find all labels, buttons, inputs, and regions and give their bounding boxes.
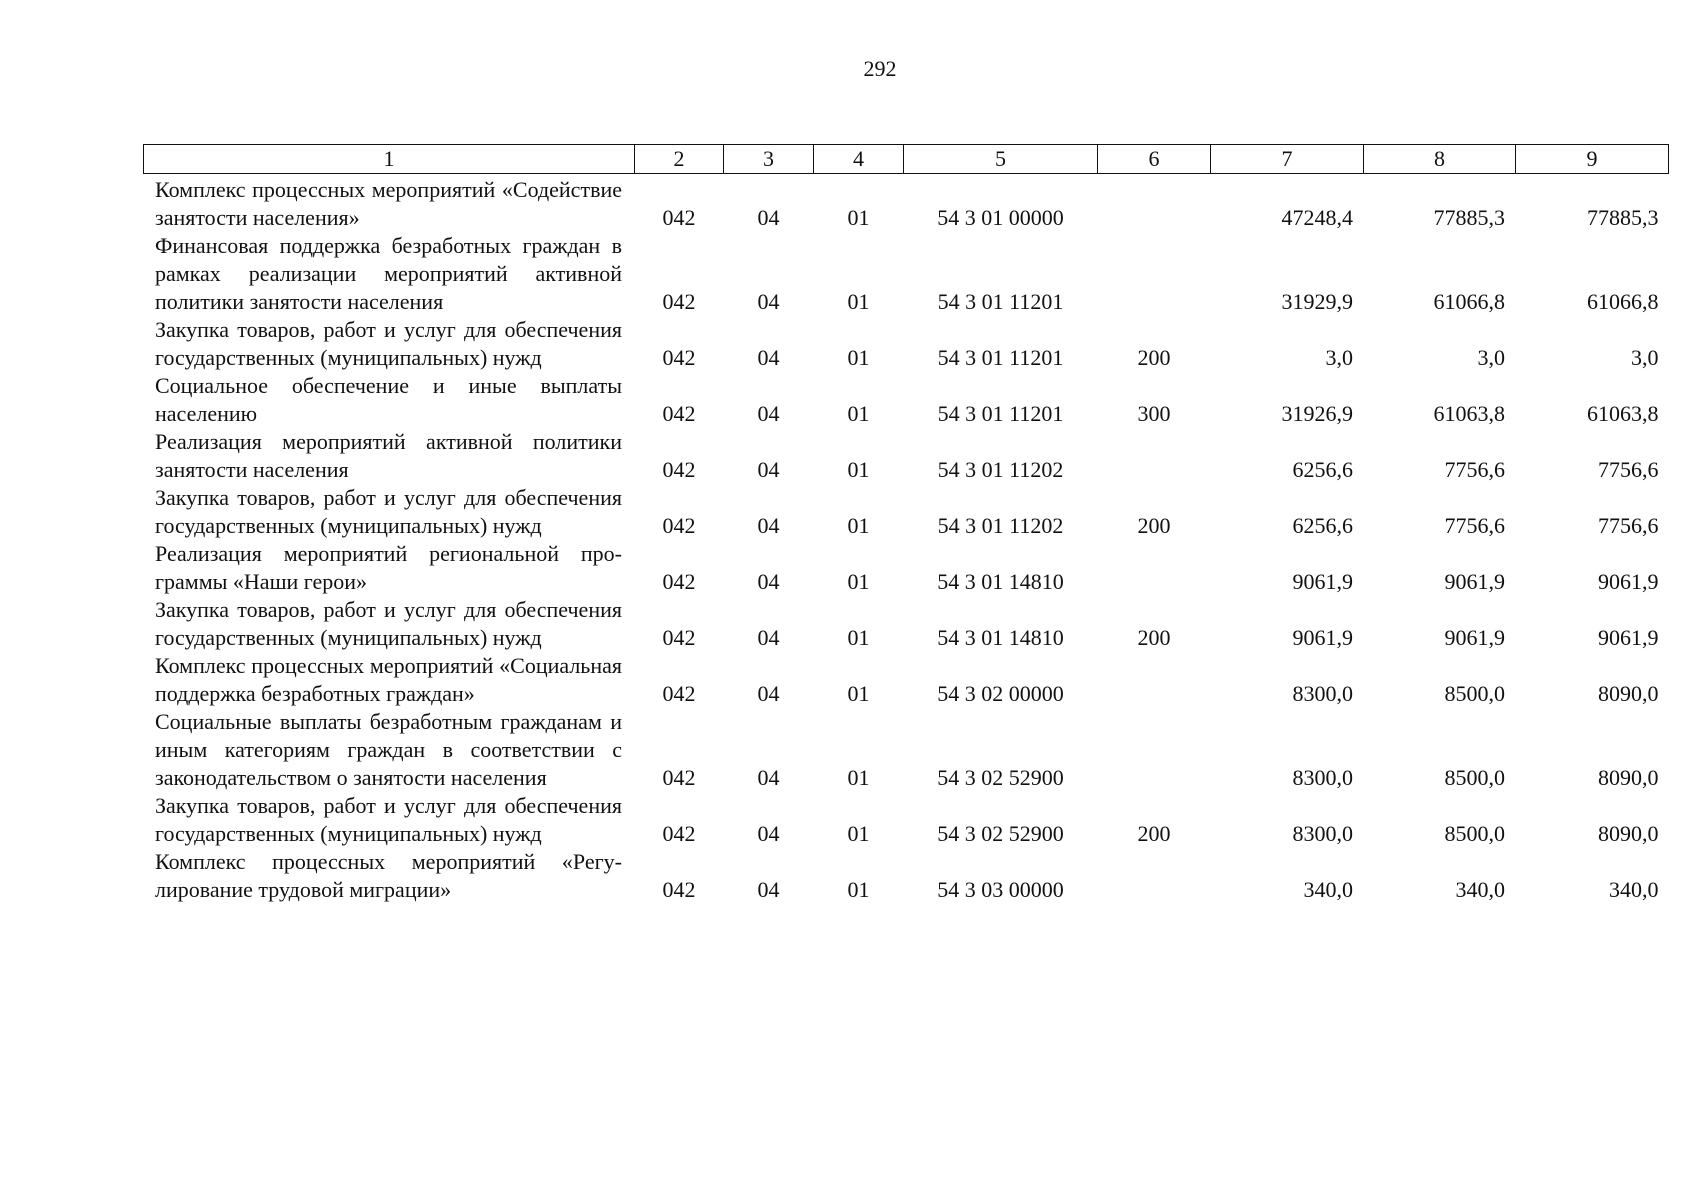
target-article: 54 3 01 00000 <box>937 205 1064 230</box>
amount-col-7: 31926,9 <box>1281 401 1353 426</box>
subsection-code: 01 <box>847 345 870 370</box>
amount-col-8: 8500,0 <box>1444 821 1505 846</box>
target-article: 54 3 01 11202 <box>937 513 1064 538</box>
column-header-9: 9 <box>1516 145 1669 174</box>
target-article: 54 3 01 14810 <box>937 569 1064 594</box>
table-row <box>144 372 1669 428</box>
subsection-code: 01 <box>847 401 870 426</box>
amount-col-9: 7756,6 <box>1598 513 1659 538</box>
amount-col-7: 31929,9 <box>1281 289 1353 314</box>
subsection-code: 01 <box>847 513 870 538</box>
table-body <box>144 174 1669 905</box>
target-article: 54 3 02 52900 <box>937 765 1064 790</box>
table-row <box>144 484 1669 540</box>
amount-col-8: 61063,8 <box>1433 401 1505 426</box>
table-row <box>144 316 1669 372</box>
row-name: Социальное обеспечение и иные выплаты населению <box>155 373 622 426</box>
subsection-code: 01 <box>847 765 870 790</box>
column-header-1: 1 <box>144 145 635 174</box>
section-code: 04 <box>757 569 780 594</box>
amount-col-8: 8500,0 <box>1444 681 1505 706</box>
ministry-code: 042 <box>662 569 696 594</box>
column-header-6: 6 <box>1098 145 1211 174</box>
ministry-code: 042 <box>662 289 696 314</box>
row-name: Реализация мероприятий активной политики занятости населения <box>155 429 622 482</box>
amount-col-9: 3,0 <box>1631 345 1659 370</box>
table-header-row <box>144 145 1669 174</box>
table-row <box>144 652 1669 708</box>
row-name: Закупка товаров, работ и услуг для обеспечения государственных (муниципальных) нужд <box>155 597 622 650</box>
amount-col-7: 6256,6 <box>1292 457 1353 482</box>
ministry-code: 042 <box>662 345 696 370</box>
expense-type <box>1098 652 1211 708</box>
subsection-code: 01 <box>847 569 870 594</box>
row-name: Закупка товаров, работ и услуг для обеспечения государственных (муниципальных) нужд <box>155 317 622 370</box>
amount-col-9: 61066,8 <box>1587 289 1659 314</box>
column-header-8: 8 <box>1364 145 1516 174</box>
amount-col-7: 6256,6 <box>1292 513 1353 538</box>
table-row <box>144 848 1669 904</box>
section-code: 04 <box>757 765 780 790</box>
amount-col-7: 8300,0 <box>1292 765 1353 790</box>
section-code: 04 <box>757 345 780 370</box>
table-row <box>144 232 1669 316</box>
amount-col-9: 8090,0 <box>1598 821 1659 846</box>
target-article: 54 3 02 00000 <box>937 681 1064 706</box>
column-header-3: 3 <box>724 145 814 174</box>
table-row <box>144 540 1669 596</box>
amount-col-8: 61066,8 <box>1433 289 1505 314</box>
row-name: Реализация мероприятий региональной программы «Наши герои» <box>155 541 622 594</box>
section-code: 04 <box>757 821 780 846</box>
target-article: 54 3 01 11201 <box>937 401 1064 426</box>
amount-col-9: 9061,9 <box>1598 569 1659 594</box>
amount-col-8: 9061,9 <box>1444 569 1505 594</box>
subsection-code: 01 <box>847 681 870 706</box>
amount-col-7: 8300,0 <box>1292 821 1353 846</box>
expense-type <box>1098 540 1211 596</box>
row-name: Закупка товаров, работ и услуг для обеспечения государственных (муниципальных) нужд <box>155 485 622 538</box>
amount-col-8: 8500,0 <box>1444 765 1505 790</box>
table-row <box>144 708 1669 792</box>
amount-col-7: 8300,0 <box>1292 681 1353 706</box>
amount-col-8: 340,0 <box>1455 877 1505 902</box>
expense-type <box>1098 848 1211 904</box>
budget-table <box>143 144 1669 904</box>
ministry-code: 042 <box>662 457 696 482</box>
table-row <box>144 428 1669 484</box>
expense-type <box>1098 232 1211 316</box>
column-header-2: 2 <box>635 145 724 174</box>
expense-type: 300 <box>1137 401 1171 426</box>
ministry-code: 042 <box>662 681 696 706</box>
expense-type: 200 <box>1137 625 1171 650</box>
ministry-code: 042 <box>662 205 696 230</box>
amount-col-9: 8090,0 <box>1598 681 1659 706</box>
expense-type <box>1098 428 1211 484</box>
section-code: 04 <box>757 401 780 426</box>
row-name: Финансовая поддержка безработных граждан в рамках реализации мероприятий активной политики занятости населения <box>155 233 622 314</box>
section-code: 04 <box>757 625 780 650</box>
amount-col-7: 340,0 <box>1303 877 1353 902</box>
target-article: 54 3 02 52900 <box>937 821 1064 846</box>
expense-type: 200 <box>1137 821 1171 846</box>
amount-col-8: 77885,3 <box>1433 205 1505 230</box>
target-article: 54 3 01 11202 <box>937 457 1064 482</box>
section-code: 04 <box>757 681 780 706</box>
amount-col-7: 9061,9 <box>1292 625 1353 650</box>
column-header-4: 4 <box>814 145 904 174</box>
page-number: 292 <box>863 56 897 81</box>
amount-col-9: 9061,9 <box>1598 625 1659 650</box>
ministry-code: 042 <box>662 513 696 538</box>
subsection-code: 01 <box>847 289 870 314</box>
column-header-5: 5 <box>904 145 1098 174</box>
subsection-code: 01 <box>847 205 870 230</box>
ministry-code: 042 <box>662 877 696 902</box>
target-article: 54 3 01 14810 <box>937 625 1064 650</box>
ministry-code: 042 <box>662 765 696 790</box>
target-article: 54 3 01 11201 <box>937 345 1064 370</box>
amount-col-7: 3,0 <box>1325 345 1353 370</box>
row-name: Комплекс процессных мероприятий «Содействие занятости населения» <box>155 177 622 230</box>
row-name: Закупка товаров, работ и услуг для обеспечения государственных (муниципальных) нужд <box>155 793 622 846</box>
ministry-code: 042 <box>662 625 696 650</box>
amount-col-9: 340,0 <box>1609 877 1659 902</box>
section-code: 04 <box>757 457 780 482</box>
table-row <box>144 596 1669 652</box>
amount-col-7: 47248,4 <box>1281 205 1353 230</box>
amount-col-9: 77885,3 <box>1587 205 1659 230</box>
expense-type <box>1098 708 1211 792</box>
target-article: 54 3 03 00000 <box>937 877 1064 902</box>
amount-col-8: 7756,6 <box>1444 457 1505 482</box>
row-name: Социальные выплаты безработным гражданам и иным категориям граждан в соответствии с законодательством о занятости населения <box>155 709 622 790</box>
table-row <box>144 792 1669 848</box>
subsection-code: 01 <box>847 877 870 902</box>
ministry-code: 042 <box>662 821 696 846</box>
row-name: Комплекс процессных мероприятий «Социальная поддержка безработных граждан» <box>155 653 622 706</box>
section-code: 04 <box>757 513 780 538</box>
expense-type: 200 <box>1137 513 1171 538</box>
amount-col-9: 7756,6 <box>1598 457 1659 482</box>
subsection-code: 01 <box>847 821 870 846</box>
section-code: 04 <box>757 205 780 230</box>
target-article: 54 3 01 11201 <box>937 289 1064 314</box>
expense-type: 200 <box>1137 345 1171 370</box>
ministry-code: 042 <box>662 401 696 426</box>
amount-col-9: 8090,0 <box>1598 765 1659 790</box>
column-header-7: 7 <box>1211 145 1364 174</box>
subsection-code: 01 <box>847 457 870 482</box>
amount-col-8: 9061,9 <box>1444 625 1505 650</box>
section-code: 04 <box>757 289 780 314</box>
table-row <box>144 174 1669 233</box>
amount-col-8: 3,0 <box>1477 345 1505 370</box>
section-code: 04 <box>757 877 780 902</box>
amount-col-7: 9061,9 <box>1292 569 1353 594</box>
row-name: Комплекс процессных мероприятий «Регулирование трудовой миграции» <box>155 849 622 902</box>
expense-type <box>1098 174 1211 233</box>
subsection-code: 01 <box>847 625 870 650</box>
amount-col-8: 7756,6 <box>1444 513 1505 538</box>
amount-col-9: 61063,8 <box>1587 401 1659 426</box>
